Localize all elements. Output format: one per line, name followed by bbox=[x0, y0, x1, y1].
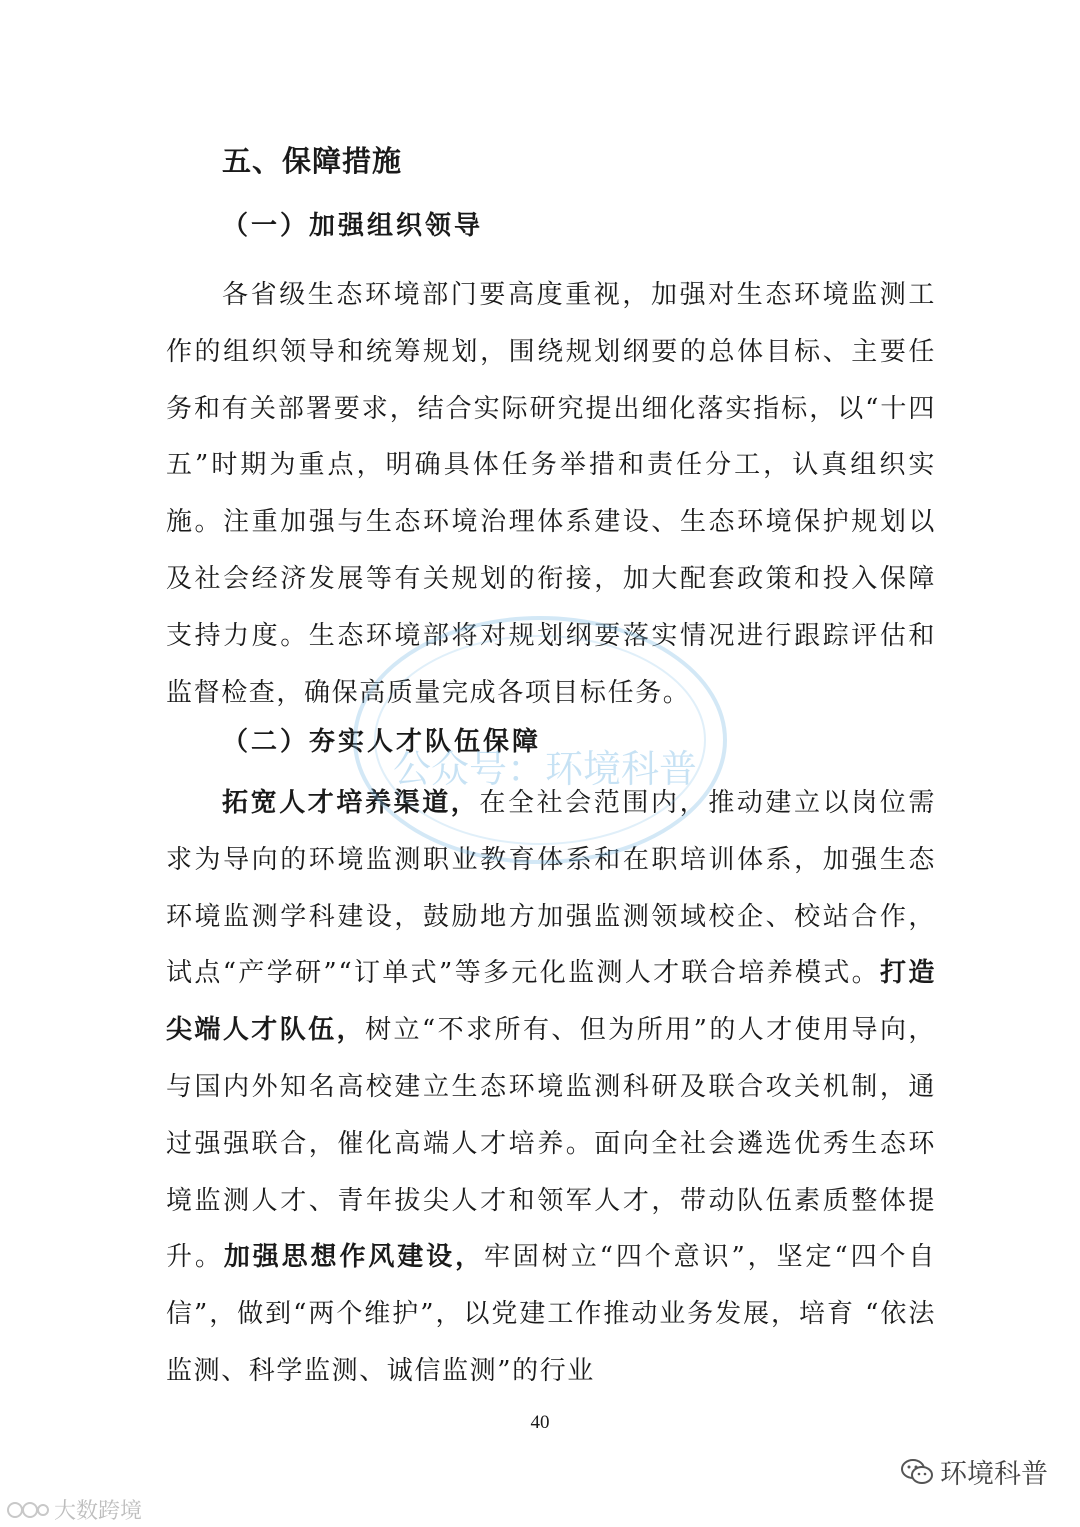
bold-phrase-training-channels: 拓宽人才培养渠道， bbox=[222, 788, 480, 818]
bold-phrase-ideological-style: 加强思想作风建设， bbox=[223, 1242, 484, 1273]
text-ideological-style: 牢固树立“四个意识”，坚定“四个自信”，做到“两个维护”，以党建工作推动业务发展，培育 “依法监测、科学监测、诚信监测”的行业 bbox=[166, 1242, 937, 1386]
page-number: 40 bbox=[530, 1412, 550, 1433]
text-elite-talent: 树立“不求所有、但为所用”的人才使用导向，与国内外知名高校建立生态环境监测科研及联合攻关机制，通过强强联合，催化高端人才培养。面向全社会遴选优秀生态环境监测人才、青年拔尖人才和领军人才，带动队伍素质整体提升。 bbox=[166, 1015, 936, 1273]
subsection-heading-2: （二）夯实人才队伍保障 bbox=[222, 727, 542, 757]
paragraph-organization: 各省级生态环境部门要高度重视，加强对生态环境监测工作的组织领导和统筹规划，围绕规划纲要的总体目标、主要任务和有关部署要求，结合实际研究提出细化落实指标，以“十四五”时期为重点，明确具体任务举措和责任分工，认真组织实施。注重加强与生态环境治理体系建设、生态环境保护规划以及社会经济发展等有关规划的衔接，加大配套政策和投入保障支持力度。生态环境部将对规划纲要落实情况进行跟踪评估和监督检查，确保高质量完成各项目标任务。 bbox=[166, 280, 936, 708]
subsection-heading-1: （一）加强组织领导 bbox=[222, 211, 484, 241]
corner-brand-label: 大数跨境 bbox=[54, 1499, 143, 1524]
wechat-icon bbox=[900, 1458, 934, 1486]
watermark-text: 公众号：环境科普 bbox=[392, 747, 697, 791]
corner-brand-mark bbox=[6, 1494, 142, 1525]
bold-phrase-elite-talent: 打造尖端人才队伍， bbox=[166, 958, 937, 1046]
wechat-account-name: 环境科普 bbox=[940, 1459, 1048, 1490]
section-heading: 五、保障措施 bbox=[222, 144, 403, 178]
wechat-account-badge bbox=[900, 1452, 1048, 1491]
brand-logo-icon bbox=[6, 1499, 50, 1521]
paragraph-talent bbox=[166, 775, 936, 1400]
text-training-channels: 在全社会范围内，推动建立以岗位需求为导向的环境监测职业教育体系和在职培训体系，加强生态环境监测学科建设，鼓励地方加强监测领域校企、校站合作，试点“产学研”“订单式”等多元化监测人才联合培养模式。 bbox=[166, 788, 936, 989]
